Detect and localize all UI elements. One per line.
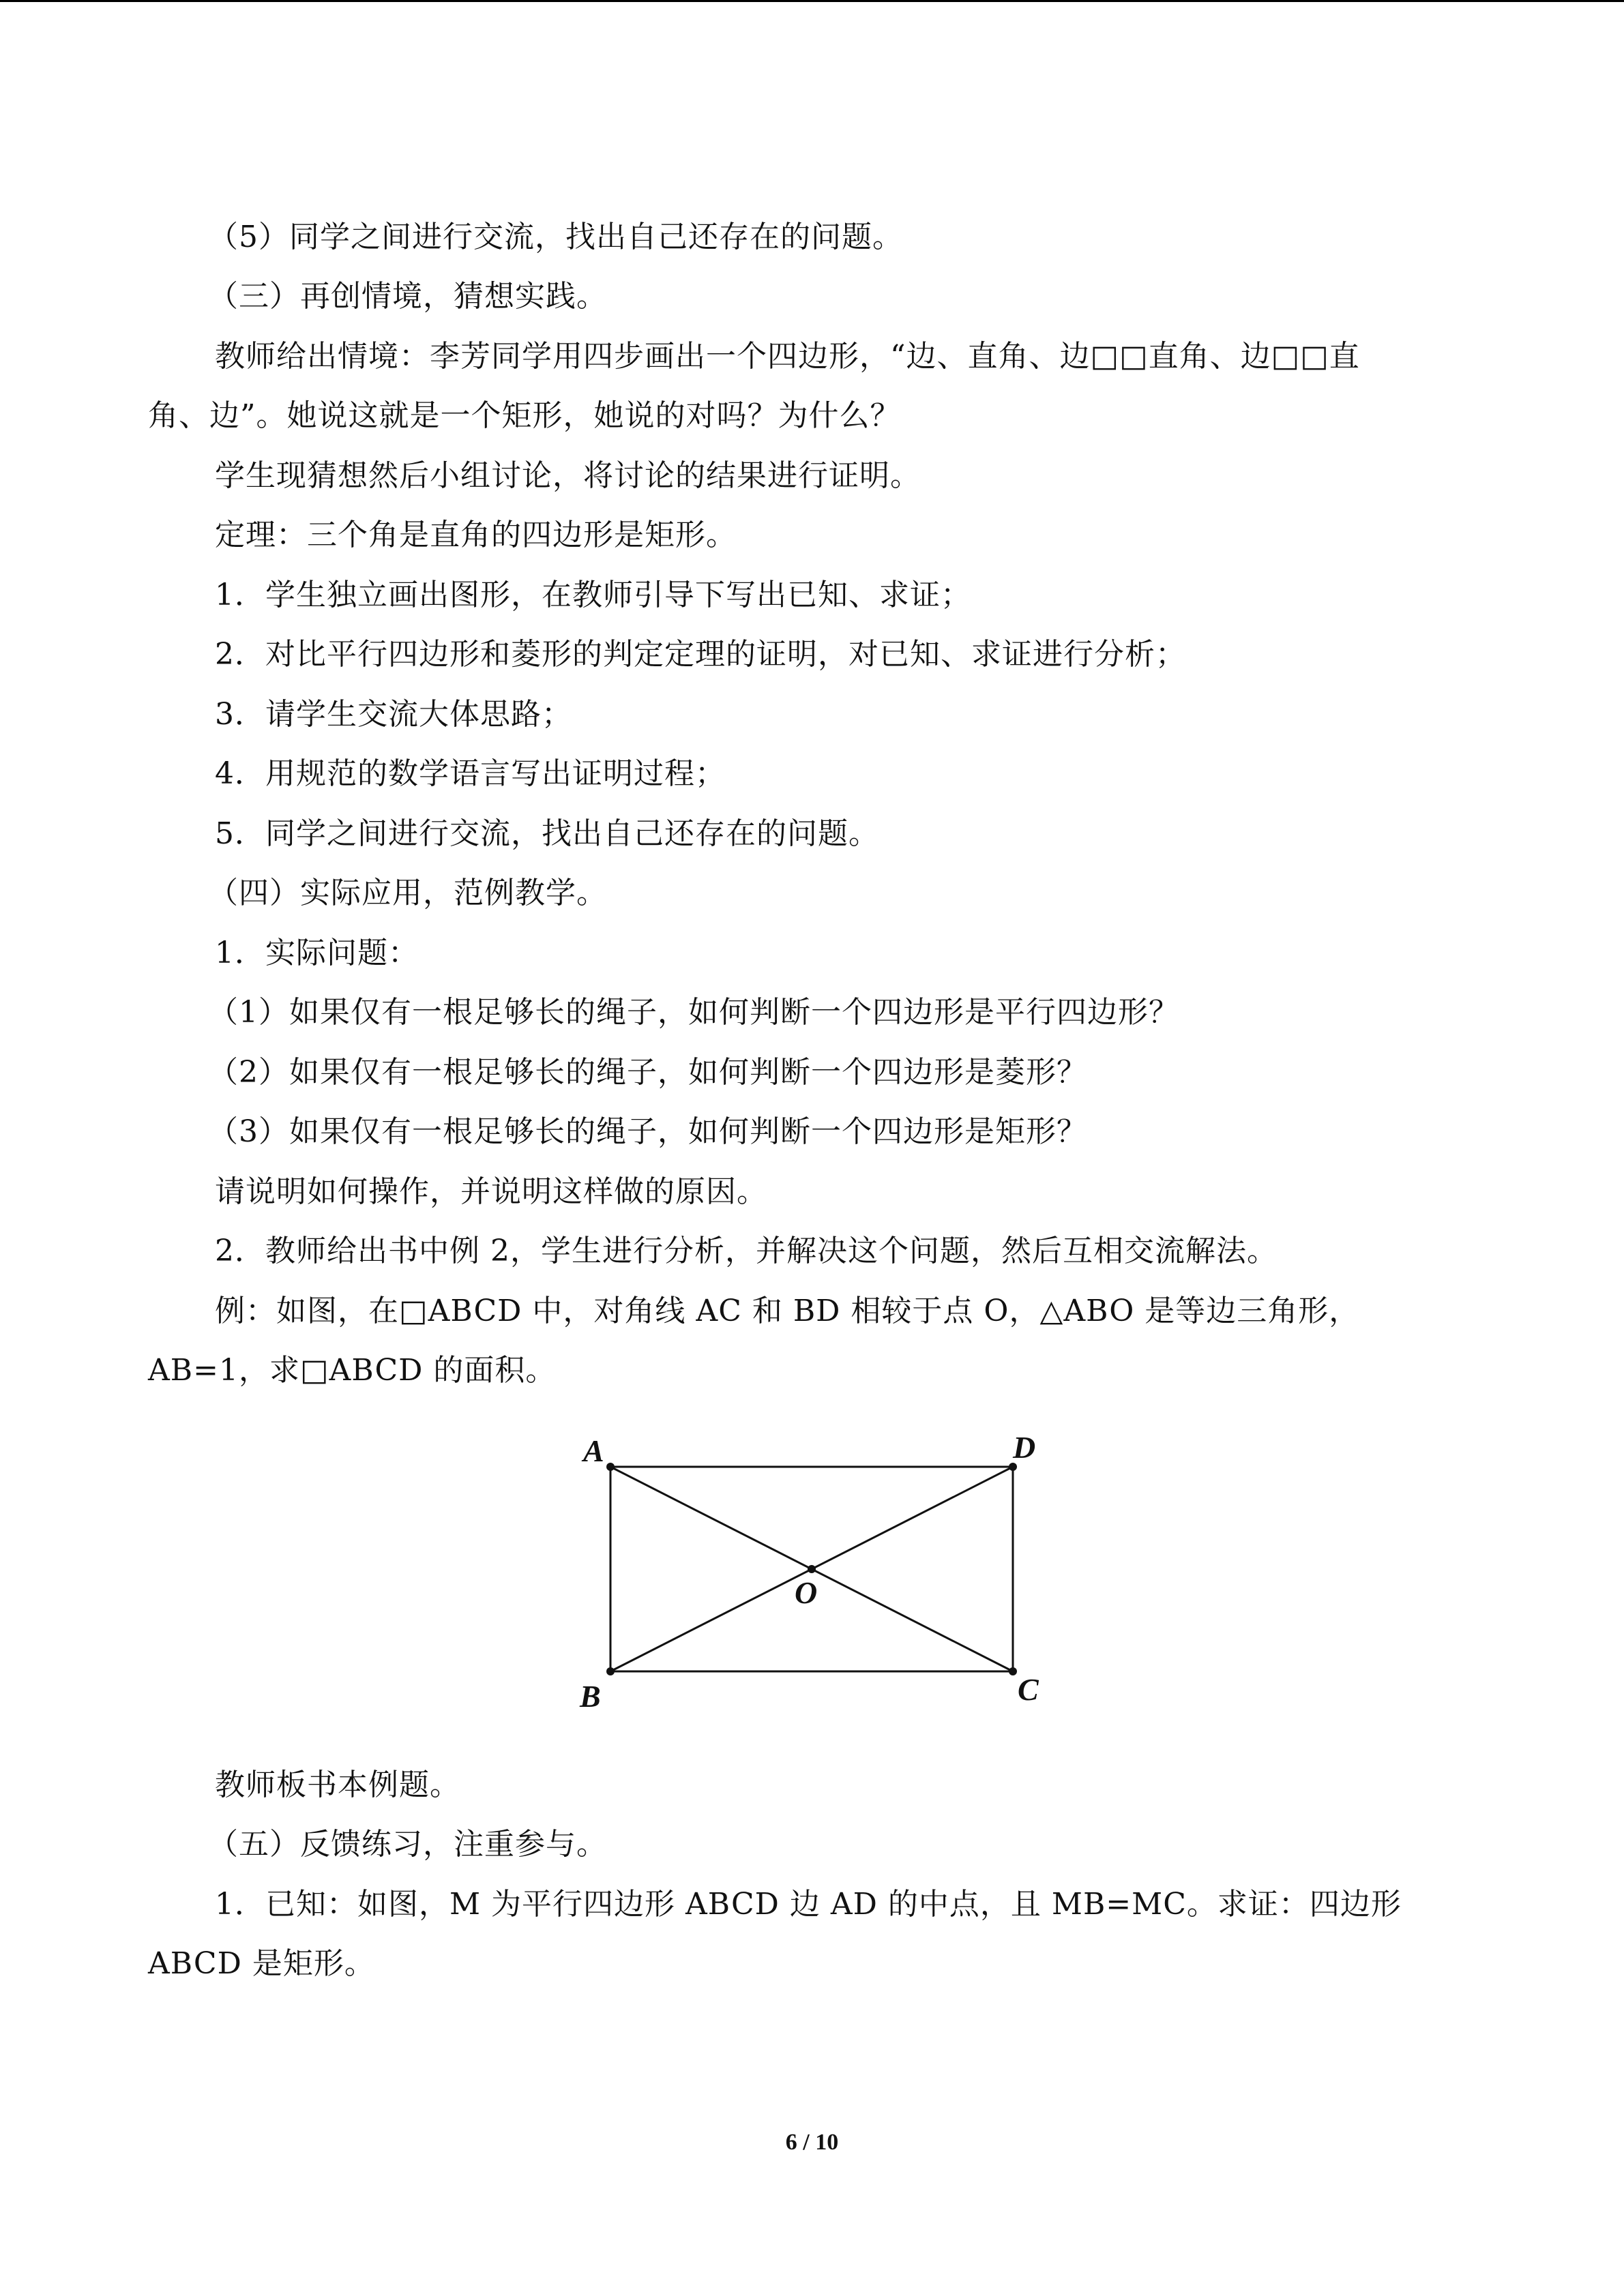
- list-item: 3．请学生交流大体思路；: [215, 697, 572, 732]
- example-line: 例：如图，在□ABCD 中，对角线 AC 和 BD 相较于点 O，△ABO 是等边三角形，: [215, 1294, 1360, 1328]
- section-heading: （三）再创情境，猜想实践。: [208, 279, 607, 314]
- paragraph-line: 请说明如何操作，并说明这样做的原因。: [215, 1174, 767, 1209]
- vertex-b-dot: [606, 1667, 615, 1675]
- section-heading: （四）实际应用，范例教学。: [208, 876, 607, 910]
- list-item: （3）如果仅有一根足够长的绳子，如何判断一个四边形是矩形？: [208, 1114, 1087, 1149]
- theorem-line: 定理：三个角是直角的四边形是矩形。: [215, 518, 737, 552]
- list-item: （2）如果仅有一根足够长的绳子，如何判断一个四边形是菱形？: [208, 1055, 1087, 1090]
- paragraph-line: 学生现猜想然后小组讨论，将讨论的结果进行证明。: [215, 458, 921, 493]
- label-a: A: [583, 1433, 604, 1468]
- label-d: D: [1013, 1430, 1036, 1465]
- list-item: （1）如果仅有一根足够长的绳子，如何判断一个四边形是平行四边形？: [208, 995, 1179, 1030]
- paragraph-line: 教师板书本例题。: [215, 1768, 460, 1802]
- label-b: B: [580, 1679, 601, 1714]
- exercise-line: ABCD 是矩形。: [148, 1946, 375, 1981]
- list-item: 5．同学之间进行交流，找出自己还存在的问题。: [215, 816, 879, 851]
- section-heading: （五）反馈练习，注重参与。: [208, 1827, 607, 1862]
- label-c: C: [1018, 1672, 1039, 1707]
- page-number: 6 / 10: [785, 2130, 839, 2155]
- exercise-line: 1．已知：如图，M 为平行四边形 ABCD 边 AD 的中点，且 MB=MC。求证：四边形: [215, 1887, 1402, 1922]
- list-item: 4．用规范的数学语言写出证明过程；: [215, 756, 726, 791]
- label-o: O: [795, 1575, 818, 1610]
- list-item: 2．对比平行四边形和菱形的判定定理的证明，对已知、求证进行分析；: [215, 637, 1186, 672]
- paragraph-line: （5）同学之间进行交流，找出自己还存在的问题。: [208, 220, 903, 254]
- vertex-c-dot: [1009, 1667, 1017, 1675]
- vertex-a-dot: [606, 1463, 615, 1471]
- rectangle-diagram: [559, 1420, 1078, 1734]
- example-line: AB=1，求□ABCD 的面积。: [148, 1353, 557, 1388]
- paragraph-line: 教师给出情境：李芳同学用四步画出一个四边形，“边、直角、边□□直角、边□□直: [215, 339, 1360, 374]
- point-o-dot: [808, 1565, 816, 1573]
- paragraph-line: 角、边”。她说这就是一个矩形，她说的对吗？为什么？: [148, 398, 901, 433]
- list-item: 1．实际问题：: [215, 936, 419, 970]
- list-item: 2．教师给出书中例 2，学生进行分析，并解决这个问题，然后互相交流解法。: [215, 1234, 1278, 1268]
- list-item: 1．学生独立画出图形，在教师引导下写出已知、求证；: [215, 578, 971, 612]
- rectangle-figure: [559, 1420, 1078, 1734]
